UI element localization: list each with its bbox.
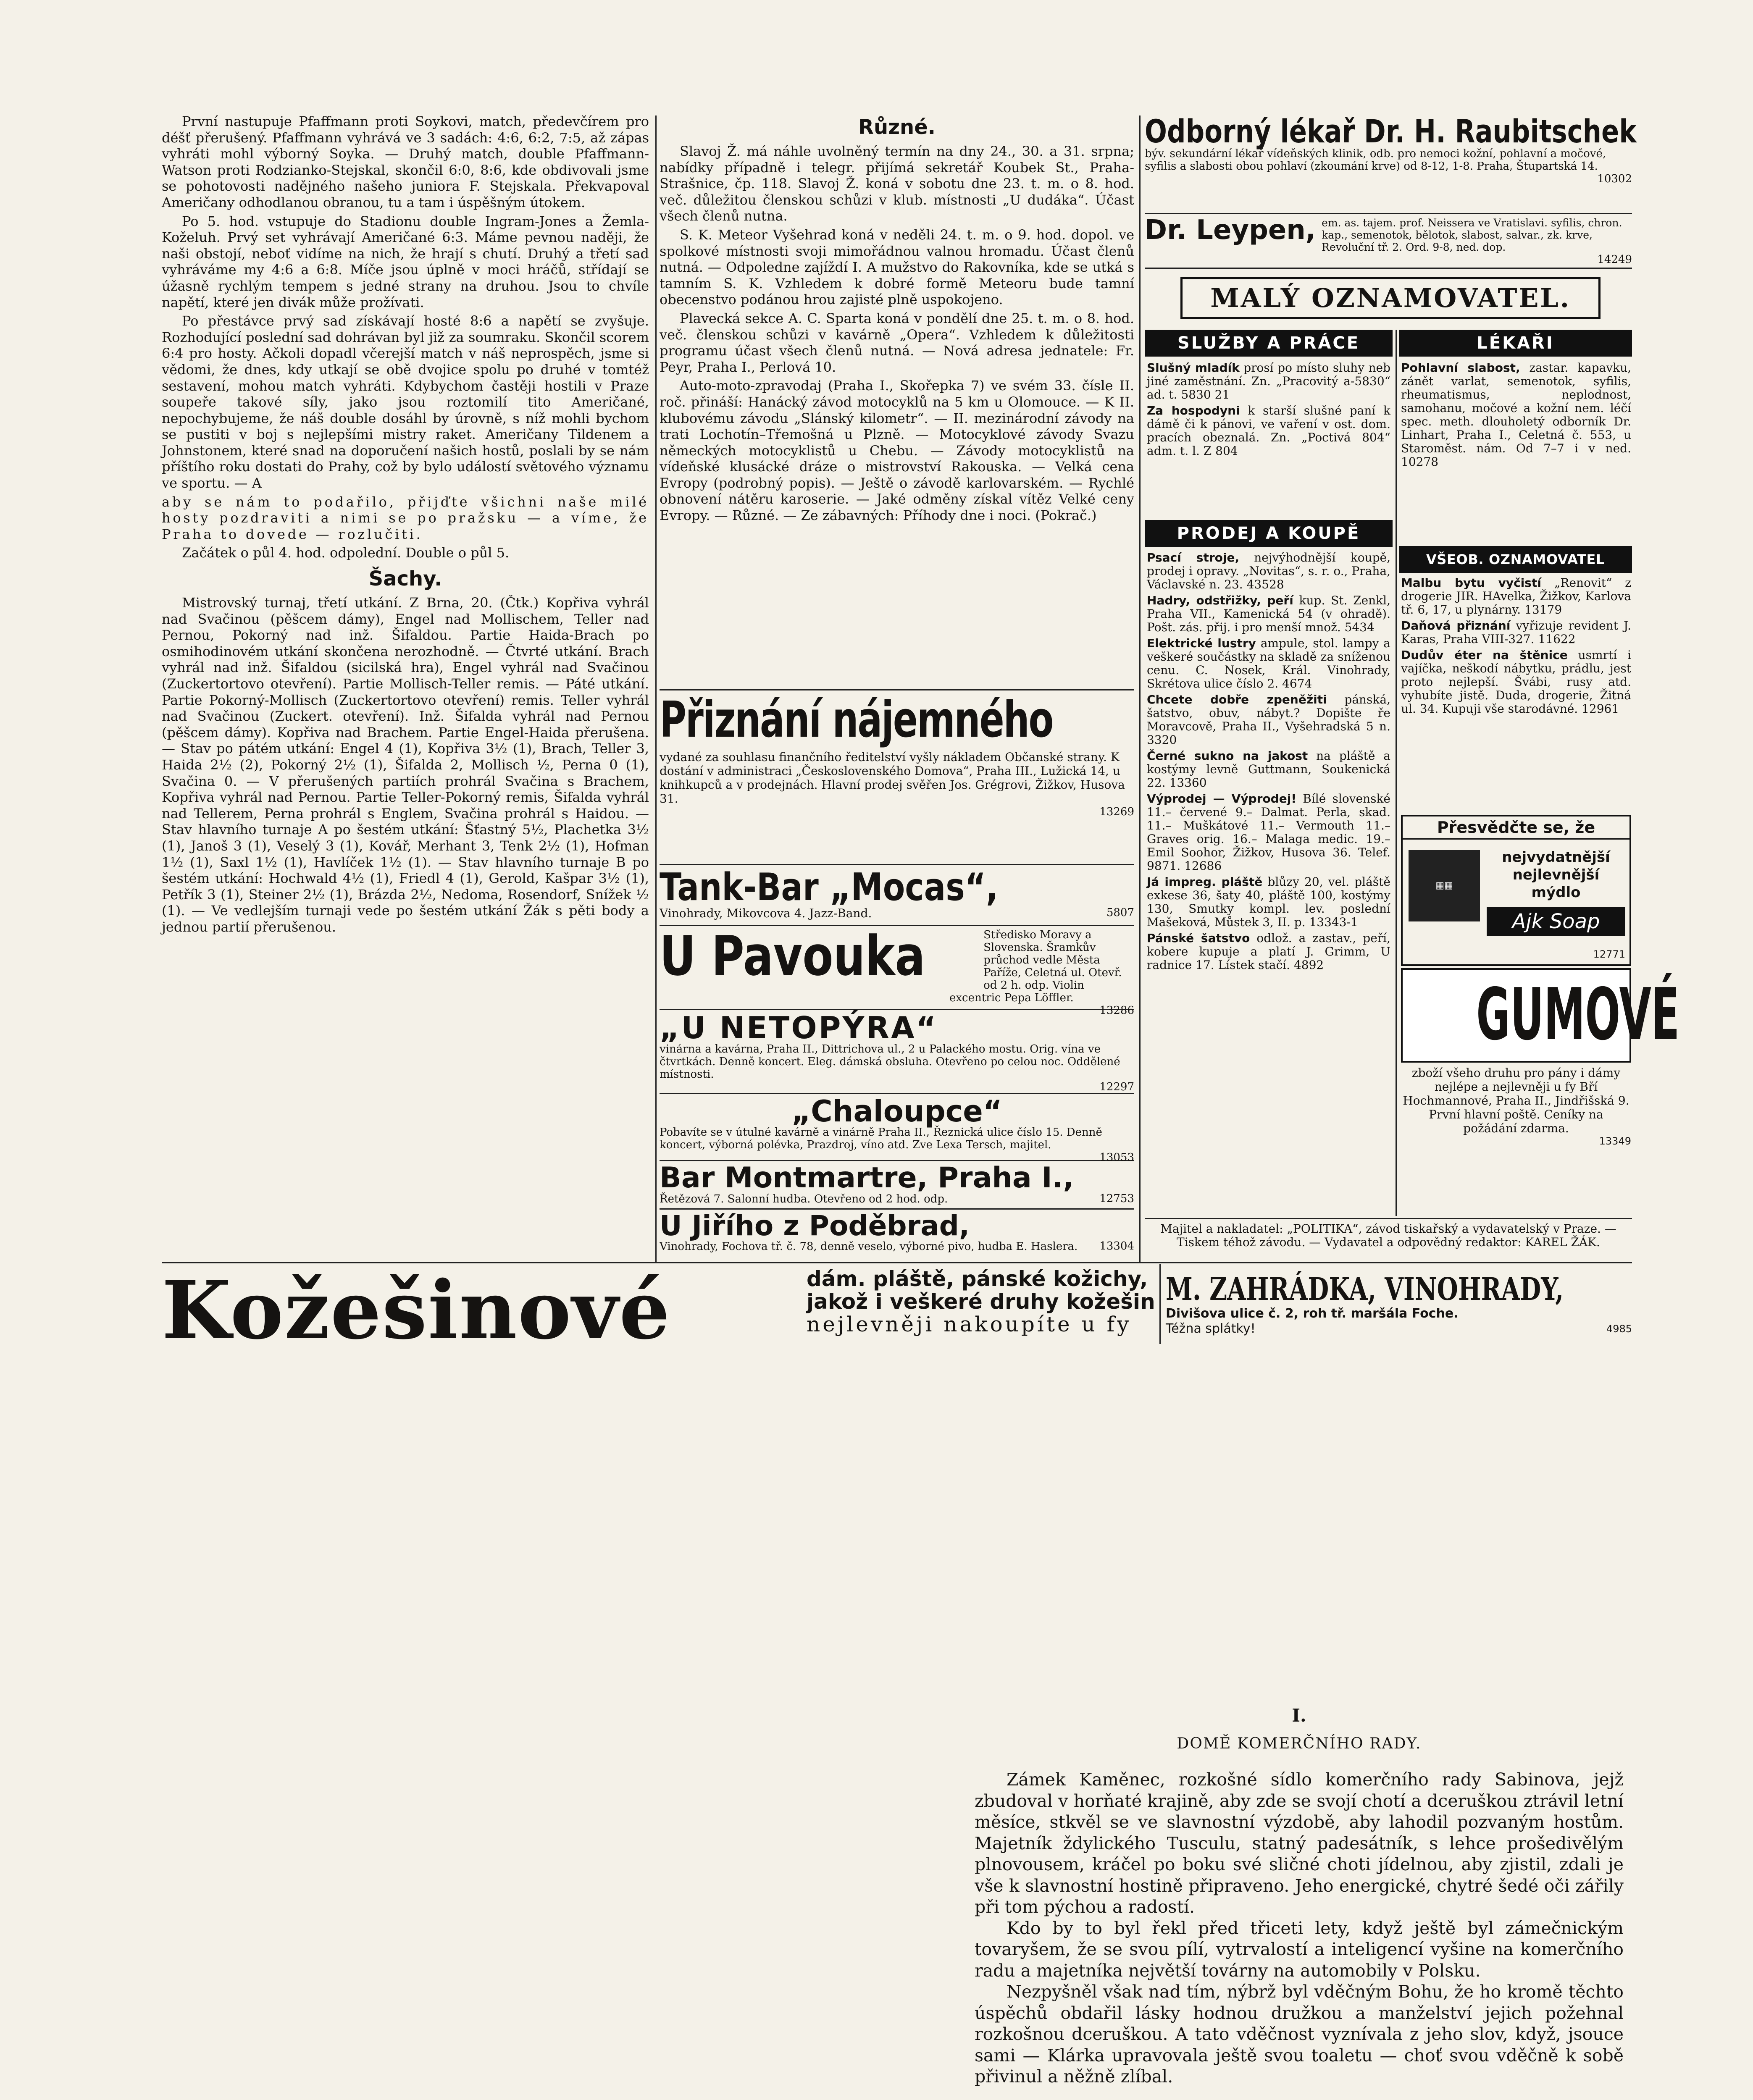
classified-item: Výprodej — Výprodej! Bílé slovenské 11.– červené 9.– Dalmat. Perla, skad. 11.– Muškátové 11.– Vermouth 11.– Graves orig. 16.– Malaga medic. 19.– Emil Soohor, Žižkov, Husova 36. Telef. 9871. 12686 (1147, 792, 1391, 873)
classified-item: Za hospodyni k starší slušné paní k dámě či k pánovi, ve vaření v ost. dom. pracích obeznalá. Zn. „Poctivá 804“ adm. t. l. Z 804 (1147, 404, 1390, 458)
classifieds-sluzby (1147, 361, 1390, 460)
story-paragraph: Kdo by to byl řekl před třiceti lety, když ještě byl zámečnickým tovaryšem, že se svou pílí, vytrvalostí a inteligencí vyšine na komerčního radu a majetníka největší továrny na automobily v Polsku. (975, 1918, 1624, 1981)
ad-soap-name: Ajk Soap (1487, 907, 1625, 936)
ad-gumove-title: GUMOVÉ (1401, 968, 1631, 1063)
impressum-rule (1145, 1218, 1632, 1219)
ad-number: 14249 (1597, 253, 1632, 266)
ad-number: 5807 (1106, 906, 1134, 919)
classifieds-vseob (1401, 576, 1631, 718)
column-rule (1139, 116, 1141, 1262)
paragraph: Po přestávce prvý sad získávají hosté 8:6 a napětí se zvyšuje. Rozhodující poslední sad dohrávan byl již za soumraku. Skončil scorem 6:4 pro hosty. Ačkoli dopadl včerejší match v náš neprospěch, jsme si vědomi, že dnes, kdy utkají se obě dvojice spolu po druhé v tomtéž sestavení, mohou match vyhráti. Kdybychom častěji hostili v Praze soupeře takové síly, jako jsou roztomilí tito Američané, nepochybujeme, že náš double dosáhl by úrovně, s níž mohli bychom se pustiti v boj s nejlepšími mistry raket. Američany Tildenem a Johnstonem, které snad na doporučení našich hostů, poslali by se nám příštího roku dostati do Prahy, což by bylo událostí světového významu ve sportu. — A (162, 313, 649, 491)
banner-addr: Téžna splátky! (1166, 1321, 1256, 1336)
banner-title: Kožešinové (162, 1263, 671, 1357)
ad-title: Bar Montmartre, Praha I., (660, 1161, 1074, 1194)
ad-bar-montmartre (660, 1161, 1134, 1210)
ad-priznani-najemneho (660, 689, 1134, 865)
ad-number: 12771 (1593, 948, 1625, 960)
ad-title: Odborný lékař Dr. H. Raubitschek (1145, 113, 1637, 150)
ad-number: 12297 (1099, 1081, 1134, 1093)
story-paragraph: Nezpyšněl však nad tím, nýbrž byl vděčným Bohu, že ho kromě těchto úspěchů obdařil lásky hodnou družkou a manželství jejich požehnal rozkošnou dceruškou. A tato vděčnost vyznívala z jeho slov, když, jsouce sami — Klárka upravovala ještě svou toaletu — choť svou vděčně k sobě přivinul a něžně zlíbal. (975, 1982, 1624, 2087)
section-heading-ruzne: Různé. (858, 116, 936, 139)
ad-text: vinárna a kavárna, Praha II., Dittrichova ul., 2 u Palackého mostu. Orig. vína ve čtvrtkách. Denně koncert. Eleg. dámská obsluha. Otevřeno po celou noc. Oddělené místnosti. (660, 1043, 1120, 1081)
ad-chaloupce (660, 1094, 1134, 1164)
banner-number: 4985 (1606, 1323, 1632, 1335)
paragraph: Plavecká sekce A. C. Sparta koná v pondělí dne 25. t. m. o 8. hod. več. členskou schůzi v kavárně „Opera“. Vzhledem k důležitosti programu účast všech členů nutná. — Nová adresa jednatele: Fr. Peyr, Praha I., Perlová 10. (660, 310, 1134, 375)
classified-item: Pánské šatstvo odlož. a zastav., peří, kobere kupuje a platí J. Grimm, U radnice 17. Lístek stačí. 4892 (1147, 931, 1391, 972)
classified-item: Černé sukno na jakost na pláště a kostýmy levně Guttmann, Soukenická 22. 13360 (1147, 749, 1390, 790)
classified-item: Pohlavní slabost, zastar. kapavku, zánět varlat, semenotok, syfilis, rheumatismus, neplodnost, samohanu, močové a kožní nem. léčí spec. meth. dlouholetý odborník Dr. Linhart, Praha I., Celetná č. 553, u Staroměst. nám. Od 7–7 i v ned. 10278 (1401, 361, 1632, 469)
ad-u-jiriho (660, 1210, 1134, 1262)
paragraph: Auto-moto-zpravodaj (Praha I., Skořepka 7) ve svém 33. čísle II. roč. přináší: Hanácký závod motocyklů na 5 km u Olomouce. — K II. klubovému závodu „Slánský kilometr“. — II. mezinárodní závody na trati Lochotín–Třemošná u Plzně. — Motocyklové závody Svazu německých motocyklistů u Chebu. — Závody motocyklistů na vídeňské klusácké dráze o mistrovství Rakouska. — Velká cena Evropy (podrobný popis). — Ještě o závodě karlovarském. — Rychlé obnovení nátěru karoserie. — Jaké odměny získal vítěz Velké ceny Evropy. — Různé. — Ze zábavných: Příhody dne i noci. (Pokrač.) (660, 378, 1134, 524)
ad-soap-mid: nejvydatnější nejlevnější mýdlo (1502, 849, 1610, 901)
ad-title: Dr. Leypen, (1145, 215, 1316, 246)
ad-number: 13053 (1099, 1151, 1134, 1164)
ad-title: Tank-Bar „Mocas“, (660, 865, 999, 909)
ad-text: býv. sekundární lékař vídeňských klinik, odb. pro nemoci kožní, pohlavní a močové, syfilis a slabosti obou pohlaví (zkoumání krve) od 8-12, 1-8. Praha, Štupartská 14. (1145, 147, 1606, 173)
ad-text: em. as. tajem. prof. Neissera ve Vratislavi. syfilis, chron. kap., semenotok, bělotok, slabost, salvar., zk. krve, Revoluční tř. 2. Ord. 9-8, ned. dop. (1322, 217, 1622, 253)
section-heading-sachy: Šachy. (368, 567, 442, 591)
column-ruzne (660, 116, 1134, 526)
banner-addr: Divišova ulice č. 2, roh tř. maršála Foche. (1166, 1306, 1459, 1321)
story-heading: DOMĚ KOMERČNÍHO RADY. (1177, 1735, 1422, 1752)
maly-oznamovatel-header (1180, 277, 1601, 319)
ad-text: vydané za souhlasu finančního ředitelství vyšly nákladem Občanské strany. K dostání v administraci „Československého Domova“, Praha III., Lužická 14, u knihkupců a v prodejnách. Hlavní prodej svěřen Jos. Grégrovi, Žižkov, Husova 31. (660, 750, 1125, 806)
classified-item: Psací stroje, nejvýhodnější koupě, prodej i opravy. „Novitas“, s. r. o., Praha, Václavské n. 23. 43528 (1147, 551, 1391, 591)
ad-number: 13269 (1099, 806, 1134, 818)
ad-text: zboží všeho druhu pro pány i dámy nejlépe a nejlevněji u fy Bří Hochmannové, Praha II., Jindřišská 9. První hlavní poště. Ceníky na požádání zdarma. (1403, 1066, 1629, 1135)
paragraph: Po 5. hod. vstupuje do Stadionu double Ingram-Jones a Žemla-Koželuh. Prvý set vyhrávají Američané 6:3. Máme pevnou naději, že naši obstojí, neboť vidíme na nich, že hrají s chutí. Druhý a třetí sad vyhráváme my 4:6 a 6:8. Míče jsou úplně v moci hráčů, střídají se úžasně rychlým tempem s jedné strany na druhou. Jsou to chvíle napětí, které jen divák může prožívati. (162, 213, 649, 310)
soap-box-icon: ▦▦ (1409, 850, 1480, 921)
ad-u-pavouka (660, 924, 1134, 1017)
banner-line: dám. pláště, pánské kožichy, (807, 1267, 1148, 1291)
ad-title: U Jiřího z Poděbrad, (660, 1210, 970, 1242)
section-bar-sluzby: SLUŽBY A PRÁCE (1145, 330, 1393, 357)
ad-number: 13304 (1099, 1240, 1134, 1252)
ad-title: Přiznání nájemného (660, 690, 1053, 748)
banner-rule (1159, 1264, 1161, 1344)
ad-text: Vinohrady, Mikovcova 4. Jazz-Band. (660, 906, 872, 920)
paragraph: S. K. Meteor Vyšehrad koná v neděli 24. t. m. o 9. hod. dopol. ve spolkové místnosti svoji mimořádnou valnou hromadu. Účast členů nutná. — Odpoledne zajíždí I. A mužstvo do Rakovníka, kde se utká s tamním S. K. Vzhledem k dobré formě Meteoru bude tamní obecenstvo podánou hrou zajisté plně uspokojeno. (660, 226, 1134, 308)
section-bar-vseob: VŠEOB. OZNAMOVATEL (1399, 546, 1632, 573)
banner-kozesinove (162, 1264, 1632, 1373)
ad-number: 10302 (1597, 173, 1632, 185)
classified-item: Daňová přiznání vyřizuje revident J. Karas, Praha VIII-327. 11622 (1401, 619, 1631, 646)
impressum (1147, 1222, 1630, 1249)
ad-title: „U NETOPÝRA“ (660, 1010, 938, 1045)
classifieds-lekari (1401, 361, 1631, 471)
ad-number: 13349 (1599, 1135, 1631, 1147)
classified-item: Malbu bytu vyčistí „Renovit“ z drogerie JIR. HAvelka, Žižkov, Karlova tř. 6, 17, u plynárny. 13179 (1401, 576, 1631, 617)
ad-soap-top: Přesvědčte se, že (1403, 816, 1629, 840)
classified-item: Hadry, odstřižky, peří kup. St. Zenkl, Praha VII., Kamenická 54 (v ohradě). Pošt. zás. přij. i pro menší množ. 5434 (1147, 593, 1391, 634)
story-chapter: I. (1292, 1705, 1306, 1726)
ad-title: „Chaloupce“ (791, 1094, 1002, 1129)
ad-text: Řetězová 7. Salonní hudba. Otevřeno od 2 hod. odp. (660, 1193, 948, 1205)
paragraph: Mistrovský turnaj, třetí utkání. Z Brna, 20. (Čtk.) Kopřiva vyhrál nad Svačinou (pěšcem dámy), Engel nad Mollischem, Teller nad Pernou, Pokorný nad inž. Šifaldou. Partie Haida-Brach po osmihodinovém utkání skončena nerozhodně. — Čtvrté utkání. Brach vyhrál nad inž. Šifaldou (sicilská hra), Engel vyhrál nad Svačinou (Zuckertortovo otevření). Partie Mollisch-Teller remis. — Páté utkání. Partie Pokorný-Mollisch (Zuckertortovo otevření) remis. Teller vyhrál nad Svačinou (Zuckert. otevření). Inž. Šifalda vyhrál nad Pernou (pěšcem dámy). Kopřiva nad Brachem. Partie Engel-Haida přerušena. — Stav po pátém utkání: Engel 4 (1), Kopřiva 3½ (1), Brach, Teller 3, Haida 2½ (2), Pokorný 2½ (1), Šifalda 2, Mollisch ½, Perna 0 (1), Svačina 0. — V přerušených partiích prohrál Svačina s Brachem, Kopřiva vyhrál nad Pernou. Partie Teller-Pokorný remis, Šifalda vyhrál nad Tellerem, Perna prohrál s Englem, Svačina prohrál s Haidou. — Stav hlavního turnaje A po šestém utkání: Šťastný 5½, Plachetka 3½ (1), Janoš 3 (1), Veselý 3 (1), Kovář, Merhant 3, Tenk 2½ (1), Hofman 1½ (1), Saxl 1½ (1), Havlíček 1½ (1). — Stav hlavního turnaje B po šestém utkání: Hochwald 4½ (1), Friedl 4 (1), Gerold, Kašpar 3½ (1), Petřík 3 (1), Steiner 2½ (1), Brázda 2½, Nedoma, Rosendorf, Snížek ½ (1). — Ve vedlejším turnaji vede po šestém utkání Žák s pěti body a jednou partií přerušenou. (162, 595, 649, 935)
banner-firm: M. ZAHRÁDKA, VINOHRADY, (1166, 1271, 1564, 1307)
maly-oznamovatel-title: MALÝ OZNAMOVATEL. (1210, 283, 1571, 313)
paragraph: První nastupuje Pfaffmann proti Soykovi, match, předevčírem pro déšť přerušený. Pfaffmann vyhrává ve 3 sadách: 4:6, 6:2, 7:5, až zápas vyhráti mohl výborný Soyka. — Druhý match, double Pfaffmann-Watson proti Rodzianko-Stejskal, skončil 6:0, 8:6, kde obdivovali jsme se pohotovosti nadějného našeho juniora F. Stejskala. Překvapoval Američany odhodlanou obranou, tu a tam i úspěšným útokem. (162, 113, 649, 210)
ad-title: U Pavouka (660, 924, 925, 988)
classified-item: Chcete dobře zpeněžiti pánská, šatstvo, obuv, nábyt.? Dopište ře Moravcově, Praha II., Vyšehradská 5 n. 3320 (1147, 693, 1390, 747)
column-rule (655, 116, 657, 1262)
column-rule (1396, 330, 1397, 1216)
ad-number: 12753 (1099, 1192, 1134, 1205)
banner-line: jakož i veškeré druhy kožešin (807, 1289, 1155, 1314)
classified-item: Slušný mladík prosí po místo sluhy neb jiné zaměstnání. Zn. „Pracovitý a-5830“ ad. t. 5830 21 (1147, 361, 1391, 402)
story-paragraph: Zámek Kaměnec, rozkošné sídlo komerčního rady Sabinova, jejž zbudoval v horňaté krajině, aby zde se svojí chotí a dceruškou ztrávil letní měsíce, stkvěl se ve slavnostní výzdobě, aby lahodil pozvaným hostům. Majetník ždylického Tusculu, statný padesátník, s lehce prošedivělým plnovousem, kráčel po boku své sličné choti jídelnou, aby zjistil, zdali je vše k slavnostní hostině připraveno. Jeho energické, chytré šedé oči zářily při tom pýchou a radostí. (975, 1769, 1624, 1917)
column-sport-chess (162, 113, 649, 938)
ad-number: 13286 (1099, 1004, 1134, 1017)
paragraph-spaced: aby se nám to podařilo, přijďte všichni naše milé hosty pozdraviti a nimi se po pražsku — a víme, že Praha to dovede — rozlučiti. (162, 494, 649, 542)
ad-u-netopyra (660, 1010, 1134, 1094)
classified-item: Elektrické lustry ampule, stol. lampy a veškeré součástky na skladě za sníženou cenu. C. Nosek, Král. Vinohrady, Skrétova ulice číslo 2. 4674 (1147, 636, 1390, 690)
story (975, 1705, 1624, 2087)
ad-tank-bar (660, 865, 1134, 926)
classified-item: Já impreg. pláště blůzy 20, vel. pláště exkese 36, šaty 40, pláště 100, kostýmy 130, Smutky kompl. lev. poslední Mašeková, Můstek 3, II. p. 13343-1 (1147, 875, 1390, 929)
paragraph: Slavoj Ž. má náhle uvolněný termín na dny 24., 30. a 31. srpna; nabídky případně i telegr. přijímá sekretář Koubek St., Praha-Strašnice, čp. 118. Slavoj Ž. koná v sobotu dne 23. t. m. o 8. hod. več. důležitou členskou schůzi v klub. místnosti „U dudáka“. Účast všech členů nutna. (660, 143, 1134, 224)
section-bar-lekari: LÉKAŘI (1399, 330, 1632, 357)
banner-line: nejlevněji nakoupíte u fy (807, 1312, 1132, 1336)
paragraph: Začátek o půl 4. hod. odpolední. Double o půl 5. (182, 545, 510, 561)
ad-text: Vinohrady, Fochova tř. č. 78, denně veselo, výborné pivo, hudba E. Haslera. (660, 1240, 1078, 1253)
ad-dr-raubitschek (1145, 113, 1637, 214)
ad-gumove (1401, 968, 1680, 1216)
classified-item: Dudův éter na štěnice usmrtí i vajíčka, neškodí nábytku, prádlu, jest proto nejlepší. Švábi, rusy atd. vyhubíte jistě. Duda, drogerie, Žitná ul. 34. Kupuji vše starodávné. 12961 (1401, 648, 1632, 716)
ad-ajk-soap (1401, 815, 1631, 966)
ad-text: Pobavíte se v útulné kavárně a vinárně Praha II., Řeznická ulice číslo 15. Denně koncert, výborná polévka, Prazdroj, víno atd. Zve Lexa Tersch, majitel. (660, 1126, 1102, 1151)
ad-text: Středisko Moravy a Slovenska. Šramkův průchod vedle Města Paříže, Celetná ul. Otevř. od 2 h. odp. Violin excentric Pepa Löffler. (949, 929, 1122, 1004)
ad-dr-leypen (1145, 214, 1632, 269)
section-bar-prodej: PRODEJ A KOUPĚ (1145, 520, 1393, 547)
impressum-text: Majitel a nakladatel: „POLITIKA“, závod tiskařský a vydavatelský v Praze. — Tiskem téhož závodu. — Vydavatel a odpovědný redaktor: KAREL ŽÁK. (1160, 1222, 1616, 1249)
classifieds-prodej (1147, 551, 1390, 974)
